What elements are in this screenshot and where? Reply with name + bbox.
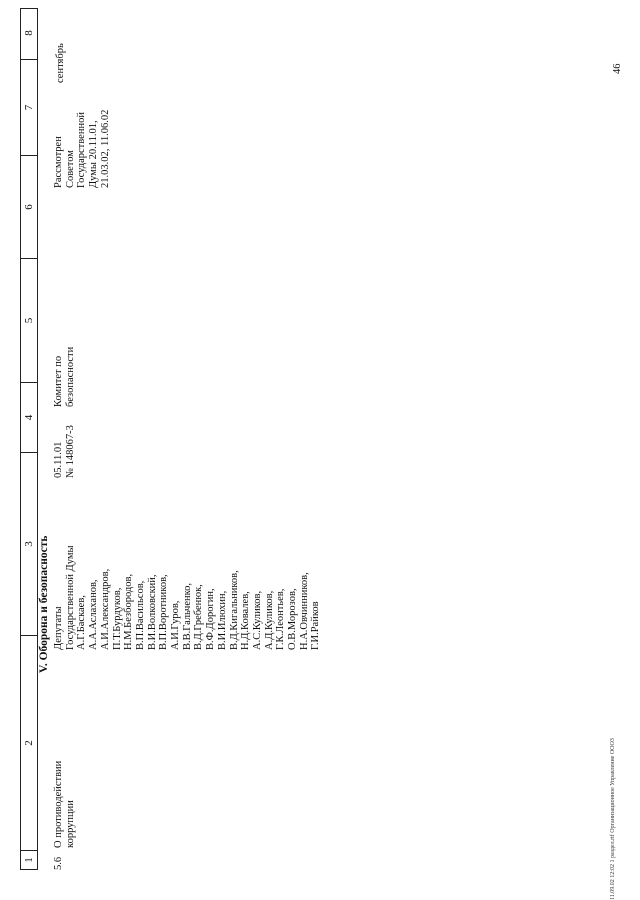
initiator-line: Н.Д.Ковалев, xyxy=(240,591,252,650)
initiator-line: Н.М.Безбородов, xyxy=(123,573,135,650)
initiator-line: В.И.Волковский, xyxy=(146,574,158,650)
column-number-5: 5 xyxy=(21,259,37,383)
initiator-line: А.И.Гуров, xyxy=(170,600,182,650)
row-number: 5.6 xyxy=(53,856,64,870)
submission-date-line: 05.11.01 xyxy=(53,441,64,478)
initiator-line: А.С.Куликов, xyxy=(251,590,263,650)
initiators-list xyxy=(53,545,322,650)
bill-title-line: коррупции xyxy=(64,800,76,848)
initiator-line: В.И.Илюхин, xyxy=(216,590,228,650)
status-line: Думы 20.11.01, xyxy=(88,120,100,188)
responsible-committee xyxy=(53,347,76,407)
bill-title xyxy=(53,761,76,848)
initiator-line: А.Г.Баскаев, xyxy=(76,595,88,650)
review-status xyxy=(53,110,112,188)
column-number-6: 6 xyxy=(21,156,37,259)
initiator-line: П.Т.Бурдуков, xyxy=(111,587,123,650)
initiator-line: В.Д.Кигальников, xyxy=(228,570,240,650)
initiator-line: Н.А.Овчинников, xyxy=(298,572,310,650)
status-line: Советом xyxy=(64,150,76,188)
initiator-line: В.Д.Гребенюк, xyxy=(193,584,205,650)
initiator-line: О.В.Морозов, xyxy=(287,588,299,650)
initiator-line: В.П.Воротников, xyxy=(158,574,170,650)
initiator-line: В.Ф.Дорогин, xyxy=(205,588,217,650)
bill-number-line: № 148067-3 xyxy=(64,425,76,478)
column-number-2: 2 xyxy=(21,636,37,851)
column-number-1: 1 xyxy=(23,857,35,863)
section-title: V. Оборона и безопасность xyxy=(38,535,50,673)
page-number: 46 xyxy=(612,63,623,74)
column-number-8: 8 xyxy=(21,7,37,60)
bill-title-line: О противодействии xyxy=(53,760,64,848)
initiator-line: В.П.Васильсов, xyxy=(134,580,146,650)
status-line: 21.03.02, 11.06.02 xyxy=(99,109,111,188)
initiator-line: Государственной Думы xyxy=(64,545,76,650)
status-line: Государственной xyxy=(76,112,88,188)
initiator-line: Г.И.Райков xyxy=(310,601,322,650)
status-line: Рассмотрен xyxy=(53,136,64,188)
committee-line: Комитет по xyxy=(53,355,64,407)
footer-file-info: 11.09.02 12:02 1 раздел.rtf Организационное Управление ООО3 xyxy=(610,738,616,900)
initiator-line: А.И.Александров, xyxy=(99,568,111,650)
column-number-7: 7 xyxy=(21,60,37,156)
initiator-line: В.В.Гальченко, xyxy=(181,582,193,650)
initiator-line: Депутаты xyxy=(53,606,64,650)
column-number-3: 3 xyxy=(21,453,37,636)
column-number-header xyxy=(20,8,38,870)
planned-month: сентябрь xyxy=(55,43,66,83)
column-number-4: 4 xyxy=(21,383,37,453)
committee-line: безопасности xyxy=(64,346,76,407)
initiator-line: А.А.Аслаханов, xyxy=(88,579,100,650)
initiator-line: А.Д.Куликов, xyxy=(263,590,275,650)
initiator-line: Г.К.Леонтьев, xyxy=(275,588,287,650)
submission-date xyxy=(53,425,76,478)
